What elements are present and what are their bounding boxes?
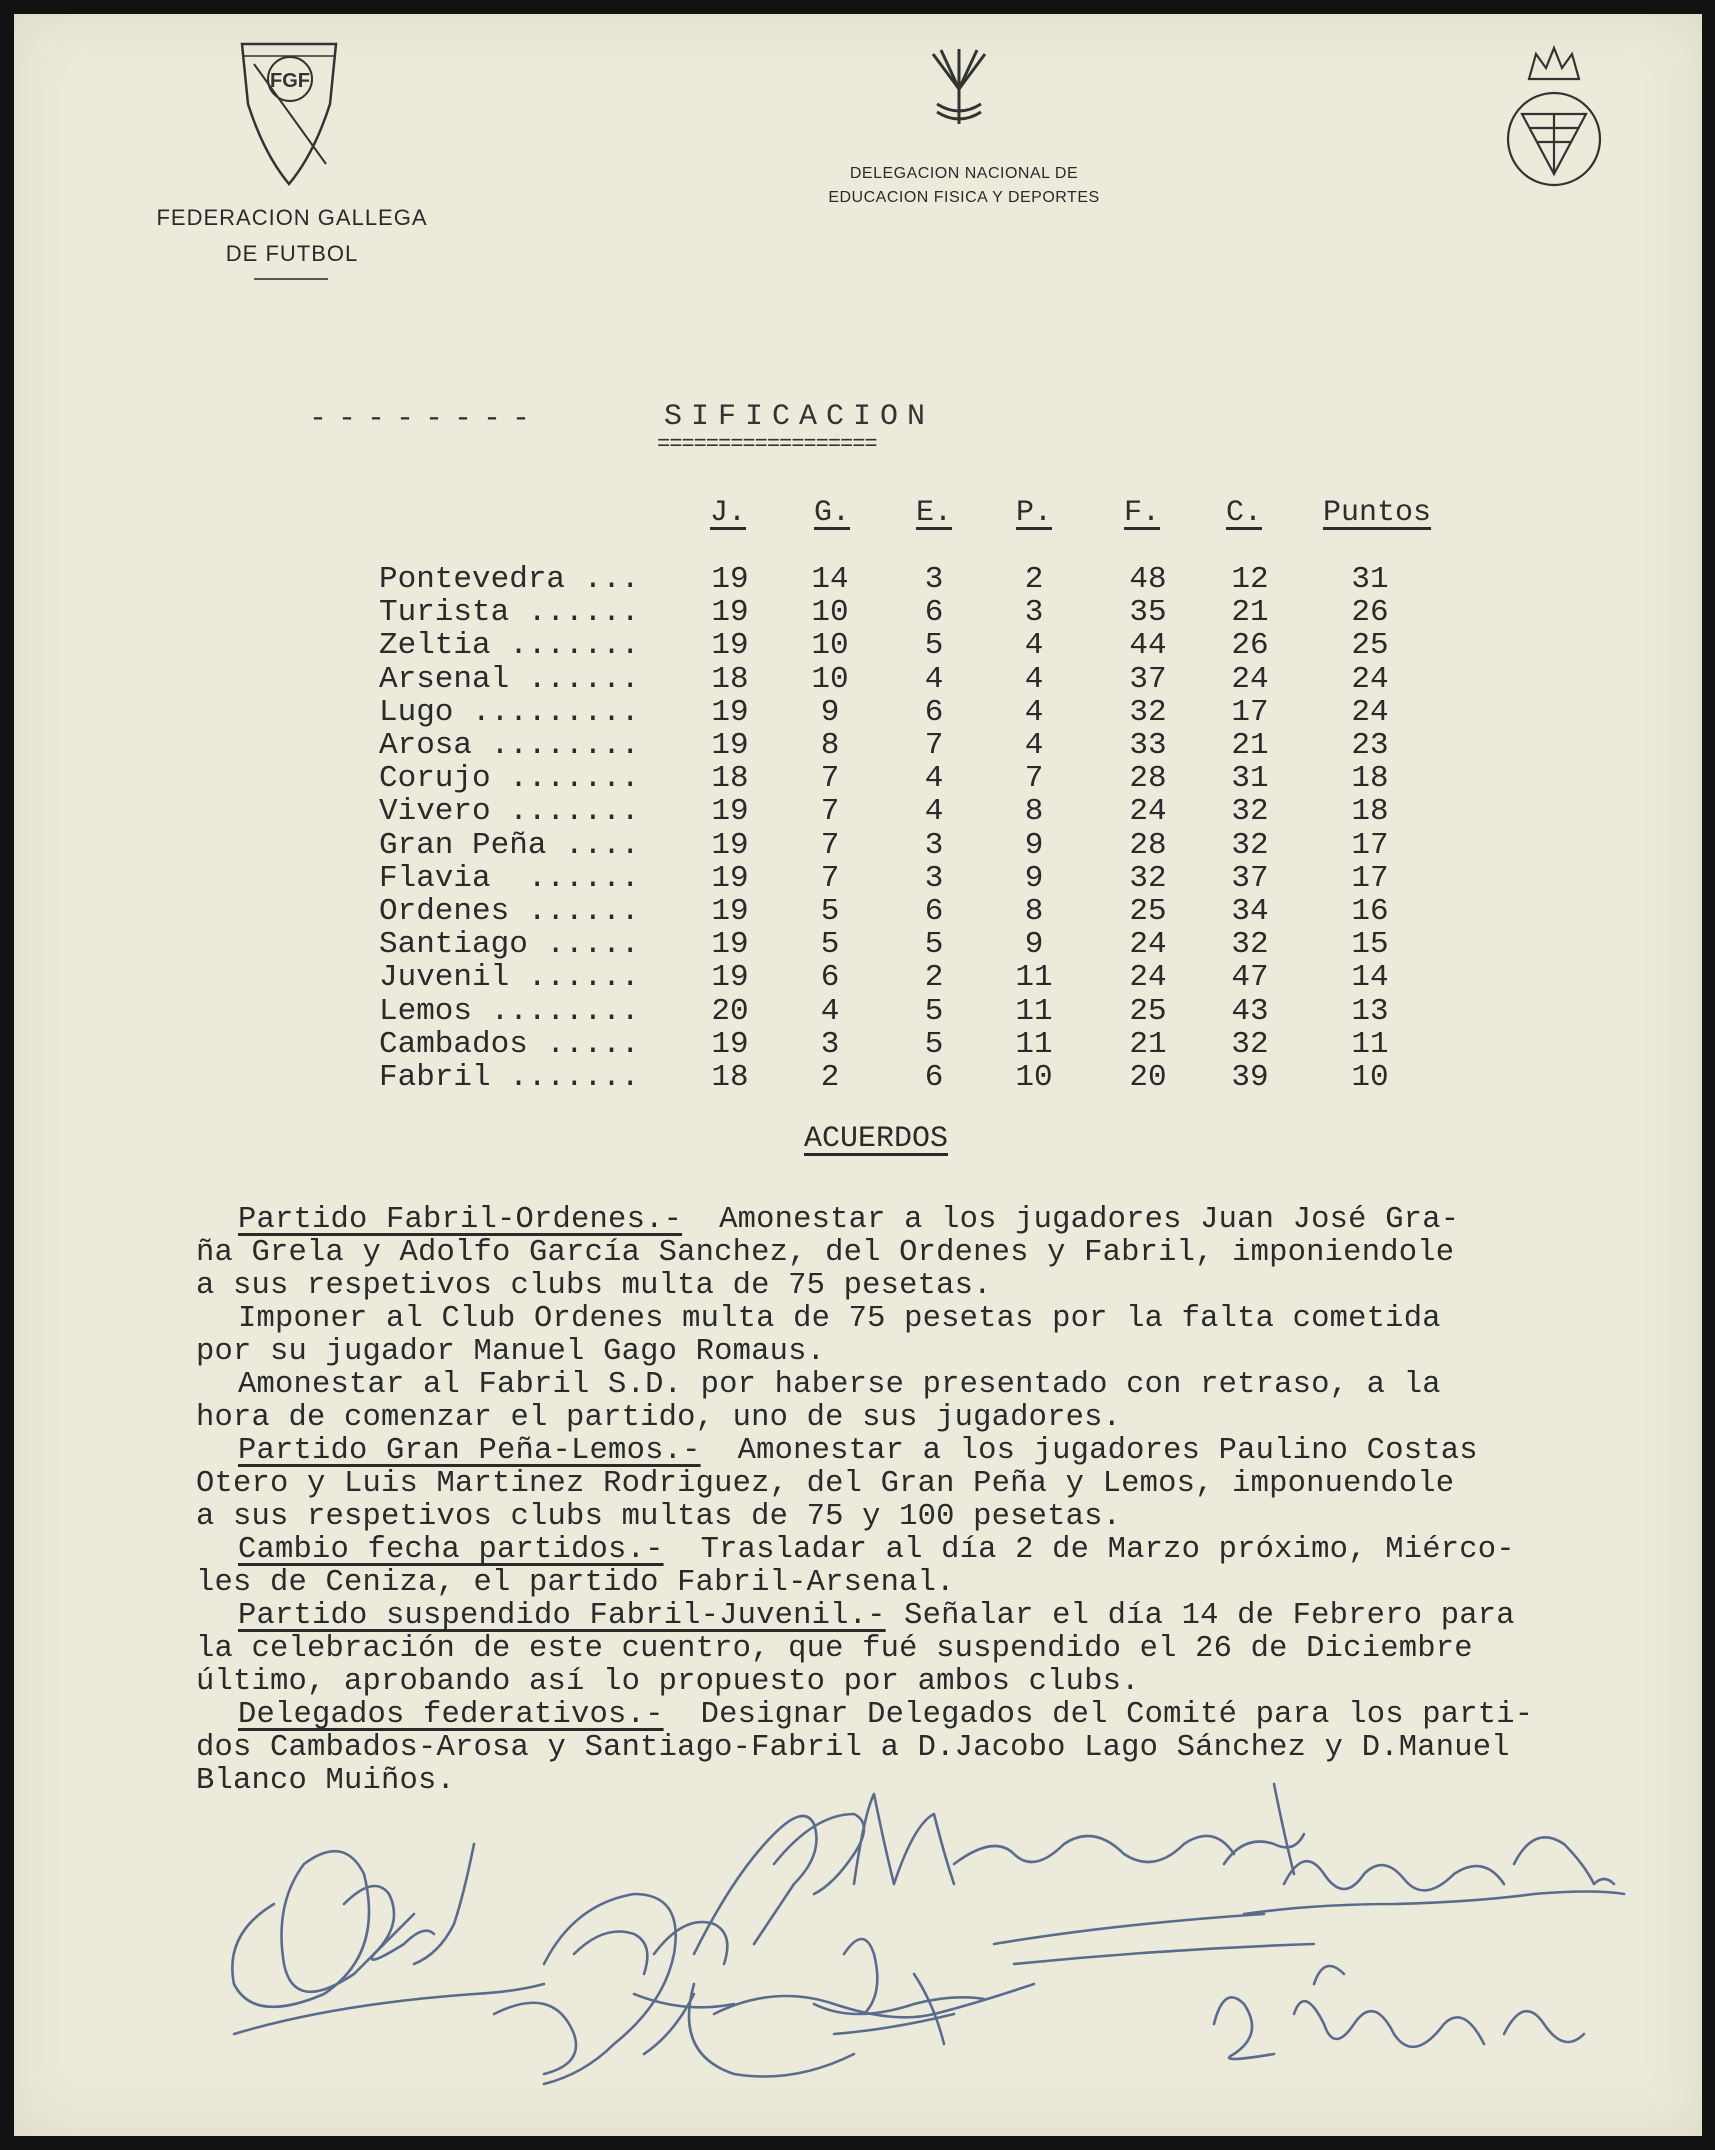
team-name: Flavia ......	[379, 860, 640, 896]
table-cell: 19	[711, 960, 749, 996]
table-cell: 32	[1231, 1026, 1269, 1062]
yoke-arrows-emblem-icon	[919, 44, 999, 134]
table-cell: 47	[1231, 960, 1269, 996]
table-cell: 28	[1129, 827, 1167, 863]
federation-name	[132, 200, 452, 272]
team-name: Santiago .....	[379, 927, 640, 963]
federation-crest-icon	[234, 34, 344, 194]
table-cell: 3	[1024, 595, 1044, 631]
table-cell: 9	[1024, 827, 1044, 863]
table-cell: 44	[1129, 628, 1167, 664]
table-cell: 35	[1129, 595, 1167, 631]
table-cell: 4	[1024, 628, 1044, 664]
table-cell: 4	[924, 661, 944, 697]
table-cell: 6	[924, 894, 944, 929]
agreement-7-text: Designar Delegados del Comité para los parti-	[663, 1698, 1534, 1732]
table-row	[14, 861, 1702, 894]
table-row	[14, 728, 1702, 761]
agreement-7-title: Delegados federativos.-	[238, 1698, 664, 1732]
agreement-5-text: Trasladar al día 2 de Marzo próximo, Miérco-	[663, 1533, 1515, 1567]
table-cell: 18	[1351, 794, 1389, 830]
acuerdos-heading: ACUERDOS	[804, 1122, 949, 1156]
table-cell: 5	[924, 628, 944, 664]
table-cell: 19	[711, 860, 749, 896]
table-cell: 8	[820, 728, 840, 763]
agreement-4-title: Partido Gran Peña-Lemos.-	[238, 1434, 701, 1468]
standings-title: SIFICACION	[664, 400, 935, 434]
agreement-5-title: Cambio fecha partidos.-	[238, 1533, 664, 1567]
table-row	[14, 1060, 1702, 1093]
agreement-5-line2: les de Ceniza, el partido Fabril-Arsenal.	[196, 1566, 955, 1600]
table-cell: 18	[711, 1060, 749, 1095]
table-cell: 13	[1351, 993, 1389, 1029]
table-cell: 16	[1351, 894, 1389, 929]
table-cell: 18	[711, 661, 749, 697]
federation-name-line1: FEDERACION GALLEGA	[156, 205, 428, 230]
table-cell: 9	[820, 694, 840, 730]
table-cell: 31	[1351, 562, 1389, 597]
table-cell: 3	[924, 860, 944, 896]
agreement-4-line1	[238, 1435, 1715, 1468]
table-row	[14, 761, 1702, 797]
table-cell: 31	[1231, 761, 1269, 797]
column-header-points: Puntos	[1322, 496, 1432, 530]
table-cell: 7	[924, 728, 944, 763]
table-cell: 19	[711, 562, 749, 597]
table-cell: 32	[1231, 794, 1269, 830]
table-cell: 17	[1351, 860, 1389, 896]
team-name: Gran Peña ....	[379, 827, 640, 863]
table-cell: 25	[1129, 993, 1167, 1029]
table-cell: 39	[1231, 1060, 1269, 1095]
table-cell: 18	[711, 761, 749, 797]
table-cell: 24	[1351, 694, 1389, 730]
table-cell: 11	[1015, 993, 1053, 1029]
table-row	[14, 960, 1702, 996]
table-cell: 10	[811, 628, 849, 664]
federation-rule	[254, 278, 328, 280]
table-cell: 11	[1351, 1026, 1389, 1062]
agreement-1-line1	[238, 1204, 1715, 1237]
column-header-played: J.	[709, 496, 746, 530]
table-cell: 32	[1129, 694, 1167, 730]
table-cell: 5	[924, 993, 944, 1029]
delegation-line1: DELEGACION NACIONAL DE	[849, 165, 1079, 182]
table-cell: 24	[1351, 661, 1389, 697]
table-cell: 32	[1231, 827, 1269, 863]
table-cell: 11	[1015, 1026, 1053, 1062]
table-cell: 7	[820, 761, 840, 797]
document-page	[14, 14, 1702, 2136]
team-name: Vivero .......	[379, 794, 640, 830]
table-row	[14, 662, 1702, 695]
table-cell: 17	[1351, 827, 1389, 863]
agreement-7-line3: Blanco Muiños.	[196, 1764, 456, 1798]
column-header-for: F.	[1123, 496, 1160, 530]
table-cell: 2	[1024, 562, 1044, 597]
handwritten-signatures	[214, 1754, 1664, 2114]
agreement-6-line3: último, aprobando así lo propuesto por ambos clubs.	[196, 1665, 1140, 1699]
table-cell: 24	[1129, 960, 1167, 996]
table-cell: 3	[820, 1026, 840, 1062]
table-cell: 2	[924, 960, 944, 996]
agreement-6-text: Señalar el día 14 de Febrero para	[885, 1599, 1515, 1633]
agreement-4-line2: Otero y Luis Martinez Rodriguez, del Gran Peña y Lemos, imponuendole	[196, 1467, 1455, 1501]
column-header-lost: P.	[1015, 496, 1052, 530]
table-cell: 25	[1129, 894, 1167, 929]
table-row	[14, 562, 1702, 595]
agreement-7-line1	[238, 1699, 1715, 1732]
table-cell: 19	[711, 894, 749, 929]
table-cell: 25	[1351, 628, 1389, 664]
table-cell: 4	[1024, 694, 1044, 730]
table-cell: 37	[1129, 661, 1167, 697]
table-row	[14, 595, 1702, 631]
delegation-name	[794, 162, 1134, 210]
table-cell: 7	[820, 860, 840, 896]
team-name: Turista ......	[379, 595, 640, 631]
table-cell: 4	[820, 993, 840, 1029]
table-cell: 6	[924, 694, 944, 730]
federation-name-line2: DE FUTBOL	[225, 241, 359, 266]
table-cell: 32	[1231, 927, 1269, 963]
table-cell: 23	[1351, 728, 1389, 763]
team-name: Cambados .....	[379, 1026, 640, 1062]
table-cell: 17	[1231, 694, 1269, 730]
table-row	[14, 927, 1702, 963]
table-cell: 4	[1024, 728, 1044, 763]
table-cell: 4	[1024, 661, 1044, 697]
agreement-7-line2: dos Cambados-Arosa y Santiago-Fabril a D.Jacobo Lago Sánchez y D.Manuel	[196, 1731, 1510, 1765]
title-dashes: --------	[309, 402, 542, 436]
column-header-won: G.	[813, 496, 850, 530]
table-cell: 8	[1024, 794, 1044, 830]
table-cell: 12	[1231, 562, 1269, 597]
table-cell: 19	[711, 794, 749, 830]
agreement-4-line3: a sus respetivos clubs multas de 75 y 100 pesetas.	[196, 1500, 1122, 1534]
table-cell: 19	[711, 628, 749, 664]
table-cell: 21	[1129, 1026, 1167, 1062]
table-cell: 19	[711, 694, 749, 730]
table-cell: 14	[811, 562, 849, 597]
table-cell: 10	[1015, 1060, 1053, 1095]
table-cell: 8	[1024, 894, 1044, 929]
table-cell: 9	[1024, 927, 1044, 963]
table-cell: 43	[1231, 993, 1269, 1029]
table-cell: 37	[1231, 860, 1269, 896]
team-name: Zeltia .......	[379, 628, 640, 664]
table-cell: 26	[1351, 595, 1389, 631]
table-row	[14, 628, 1702, 664]
table-cell: 4	[924, 761, 944, 797]
table-cell: 24	[1129, 794, 1167, 830]
table-cell: 20	[711, 993, 749, 1029]
table-cell: 10	[811, 661, 849, 697]
table-cell: 10	[1351, 1060, 1389, 1095]
team-name: Lugo .........	[379, 694, 640, 730]
agreement-4-text: Amonestar a los jugadores Paulino Costas	[700, 1434, 1478, 1468]
table-cell: 19	[711, 827, 749, 863]
spanish-federation-crest-icon	[1494, 44, 1614, 204]
table-cell: 7	[820, 827, 840, 863]
table-cell: 5	[820, 894, 840, 929]
agreement-1-text: Amonestar a los jugadores Juan José Gra-	[682, 1203, 1460, 1237]
table-row	[14, 894, 1702, 927]
table-cell: 34	[1231, 894, 1269, 929]
agreement-6-line2: la celebración de este cuentro, que fué suspendido el 26 de Diciembre	[196, 1632, 1473, 1666]
agreement-2-line1: Imponer al Club Ordenes multa de 75 pesetas por la falta cometida	[238, 1302, 1441, 1336]
team-name: Arosa ........	[379, 728, 640, 763]
column-header-drawn: E.	[915, 496, 952, 530]
table-cell: 26	[1231, 628, 1269, 664]
table-cell: 19	[711, 595, 749, 631]
table-cell: 5	[924, 927, 944, 963]
svg-text:FGF: FGF	[270, 70, 310, 92]
table-row	[14, 695, 1702, 728]
delegation-line2: EDUCACION FISICA Y DEPORTES	[828, 189, 1100, 206]
table-cell: 24	[1231, 661, 1269, 697]
table-cell: 19	[711, 1026, 749, 1062]
team-name: Corujo .......	[379, 761, 640, 797]
agreement-1-line2: ña Grela y Adolfo García Sanchez, del Ordenes y Fabril, imponiendole	[196, 1236, 1455, 1270]
table-cell: 2	[820, 1060, 840, 1095]
table-cell: 5	[820, 927, 840, 963]
agreement-3-line2: hora de comenzar el partido, uno de sus jugadores.	[196, 1401, 1122, 1435]
table-cell: 20	[1129, 1060, 1167, 1095]
team-name: Ordenes ......	[379, 894, 640, 929]
table-cell: 9	[1024, 860, 1044, 896]
team-name: Pontevedra ...	[379, 562, 640, 597]
team-name: Arsenal ......	[379, 661, 640, 697]
table-cell: 28	[1129, 761, 1167, 797]
agreement-3-line1: Amonestar al Fabril S.D. por haberse presentado con retraso, a la	[238, 1368, 1441, 1402]
team-name: Juvenil ......	[379, 960, 640, 996]
table-cell: 32	[1129, 860, 1167, 896]
column-header-against: C.	[1225, 496, 1262, 530]
table-cell: 10	[811, 595, 849, 631]
table-cell: 33	[1129, 728, 1167, 763]
table-cell: 3	[924, 827, 944, 863]
table-row	[14, 794, 1702, 830]
table-cell: 21	[1231, 728, 1269, 763]
team-name: Lemos ........	[379, 993, 640, 1029]
table-cell: 4	[924, 794, 944, 830]
agreement-1-title: Partido Fabril-Ordenes.-	[238, 1203, 683, 1237]
table-cell: 14	[1351, 960, 1389, 996]
table-cell: 18	[1351, 761, 1389, 797]
table-cell: 6	[924, 595, 944, 631]
table-cell: 3	[924, 562, 944, 597]
table-cell: 24	[1129, 927, 1167, 963]
agreement-6-line1	[238, 1600, 1715, 1633]
table-cell: 15	[1351, 927, 1389, 963]
table-row	[14, 994, 1702, 1027]
table-cell: 19	[711, 728, 749, 763]
agreement-1-line3: a sus respetivos clubs multa de 75 pesetas.	[196, 1269, 992, 1303]
table-cell: 6	[820, 960, 840, 996]
table-cell: 6	[924, 1060, 944, 1095]
table-cell: 7	[820, 794, 840, 830]
table-cell: 11	[1015, 960, 1053, 996]
table-cell: 5	[924, 1026, 944, 1062]
table-row	[14, 1027, 1702, 1060]
agreement-5-line1	[238, 1534, 1715, 1567]
agreement-2-line2: por su jugador Manuel Gago Romaus.	[196, 1335, 826, 1369]
table-cell: 7	[1024, 761, 1044, 797]
table-cell: 19	[711, 927, 749, 963]
title-underline: ==================	[657, 432, 877, 457]
table-cell: 48	[1129, 562, 1167, 597]
table-row	[14, 828, 1702, 861]
agreement-6-title: Partido suspendido Fabril-Juvenil.-	[238, 1599, 886, 1633]
team-name: Fabril .......	[379, 1060, 640, 1095]
table-cell: 21	[1231, 595, 1269, 631]
